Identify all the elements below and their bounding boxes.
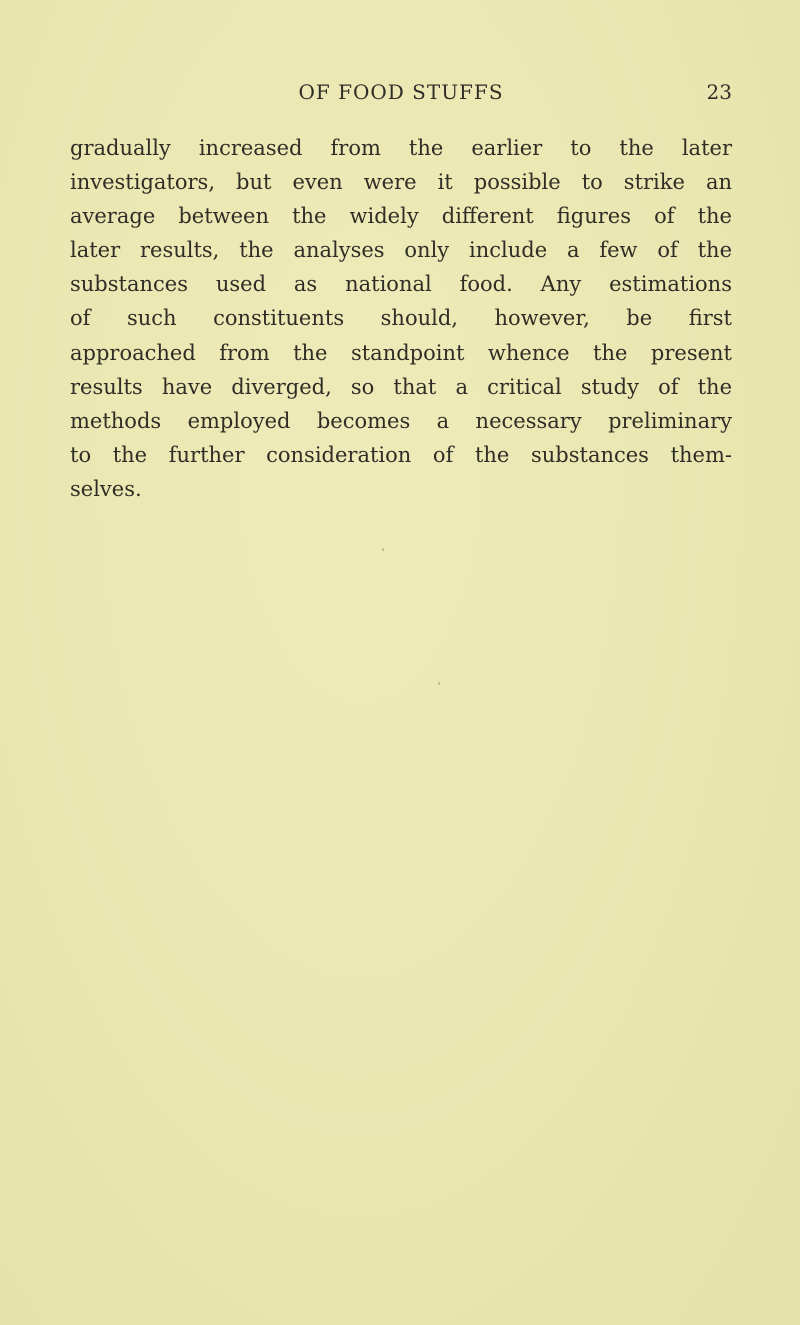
text-line: of such constituents should, however, be first — [70, 306, 732, 331]
paper-speck — [382, 548, 384, 551]
text-line: methods employed becomes a necessary preliminary — [70, 408, 732, 433]
text-line: to the further consideration of the substances them- — [70, 442, 732, 467]
text-line: later results, the analyses only include a few of the — [70, 238, 732, 263]
paper-speck — [438, 682, 440, 685]
page-header — [70, 80, 732, 108]
page-number: 23 — [706, 80, 732, 104]
text-line: approached from the standpoint whence the present — [70, 340, 732, 365]
text-line: results have diverged, so that a critical study of the — [70, 374, 732, 399]
text-line: substances used as national food. Any estimations — [70, 272, 732, 297]
text-line: gradually increased from the earlier to the later — [70, 136, 732, 160]
running-head: OF FOOD STUFFS — [298, 80, 504, 104]
body-paragraph — [70, 131, 732, 506]
text-line: investigators, but even were it possible to strike an — [70, 170, 732, 195]
text-line-last: selves. — [70, 476, 142, 501]
text-line: average between the widely different figures of the — [70, 204, 732, 229]
